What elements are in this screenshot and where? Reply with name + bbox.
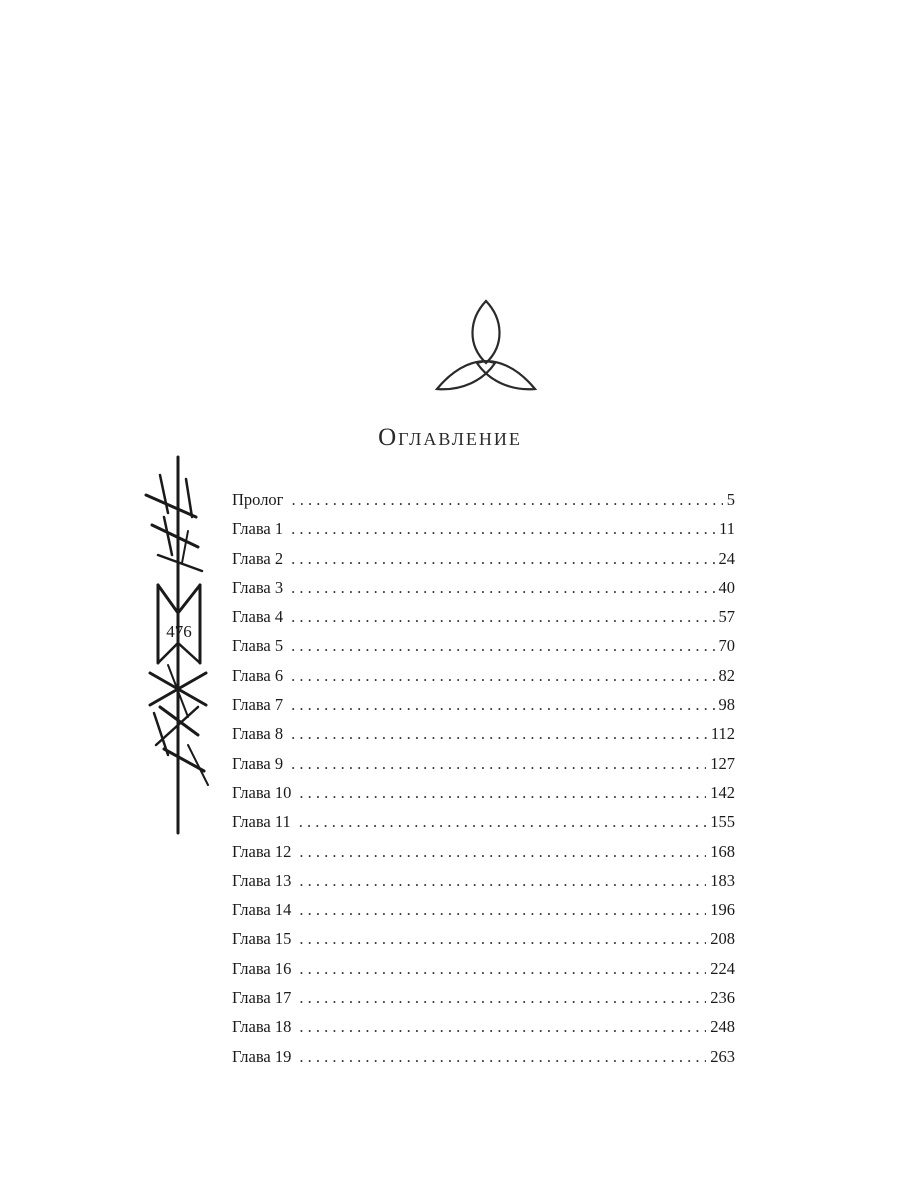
- toc-entry-title: Глава 8: [232, 724, 284, 744]
- toc-entry-page: 5: [726, 490, 735, 509]
- toc-entry-title: Глава 6: [232, 665, 284, 685]
- toc-leader-dots: [299, 837, 706, 866]
- toc-leader-dots: [299, 1042, 706, 1071]
- toc-entry-title: Глава 1: [232, 519, 284, 539]
- toc-entry: [232, 1042, 735, 1071]
- toc-entry: [232, 837, 735, 866]
- toc-entry-page: 82: [718, 665, 735, 685]
- toc-leader-dots: [299, 807, 706, 836]
- toc-entry-page: 70: [718, 636, 735, 656]
- toc-entry-page: 40: [718, 577, 735, 597]
- toc-leader-dots: [291, 485, 722, 514]
- triquetra-icon: [433, 297, 539, 393]
- toc-entry-title: Глава 17: [232, 988, 292, 1008]
- toc-leader-dots: [299, 983, 706, 1012]
- toc-entry: [232, 1012, 735, 1041]
- page-number: 476: [166, 622, 192, 641]
- toc-leader-dots: [291, 573, 714, 602]
- toc-entry-title: Глава 15: [232, 929, 292, 949]
- toc-leader-dots: [299, 778, 706, 807]
- toc-entry-page: 11: [719, 519, 735, 539]
- toc-entry-page: 112: [710, 724, 735, 744]
- toc-entry-page: 142: [710, 782, 735, 802]
- toc-entry-page: 155: [710, 812, 735, 832]
- toc-entry-title: Глава 2: [232, 548, 284, 568]
- toc-leader-dots: [291, 602, 714, 631]
- toc-leader-dots: [291, 661, 714, 690]
- toc-entry-title: Глава 9: [232, 753, 284, 773]
- toc-leader-dots: [299, 1012, 706, 1041]
- toc-entry-title: Глава 12: [232, 841, 292, 861]
- toc-leader-dots: [291, 631, 714, 660]
- toc-entry-page: 196: [710, 900, 735, 920]
- toc-entry-title: Глава 13: [232, 870, 292, 890]
- toc-entry-page: 183: [710, 870, 735, 890]
- toc-leader-dots: [291, 749, 706, 778]
- toc-entry-page: 248: [710, 1017, 735, 1037]
- toc-entry-page: 168: [710, 841, 735, 861]
- toc-entry-page: 98: [718, 695, 735, 715]
- toc-entry-title: Глава 11: [232, 812, 291, 832]
- toc-entry-title: Глава 5: [232, 636, 284, 656]
- toc-entry: [232, 954, 735, 983]
- toc-entry-page: 57: [718, 607, 735, 627]
- toc-entry-title: Глава 16: [232, 958, 292, 978]
- toc-entry-page: 127: [710, 753, 735, 773]
- toc-entry: [232, 514, 735, 543]
- table-of-contents: [232, 485, 735, 1071]
- toc-entry: [232, 807, 735, 836]
- toc-entry: [232, 778, 735, 807]
- toc-entry: [232, 866, 735, 895]
- toc-entry: [232, 661, 735, 690]
- toc-entry: [232, 631, 735, 660]
- toc-entry-page: 263: [710, 1046, 735, 1066]
- toc-leader-dots: [299, 924, 706, 953]
- toc-leader-dots: [299, 954, 706, 983]
- toc-entry-title: Глава 7: [232, 695, 284, 715]
- toc-entry-page: 224: [710, 958, 735, 978]
- toc-entry-page: 236: [710, 988, 735, 1008]
- toc-entry: [232, 573, 735, 602]
- toc-entry: [232, 602, 735, 631]
- toc-entry: [232, 690, 735, 719]
- toc-leader-dots: [291, 544, 714, 573]
- toc-entry-title: Глава 10: [232, 782, 292, 802]
- toc-entry-title: Глава 3: [232, 577, 284, 597]
- toc-entry: [232, 485, 735, 514]
- toc-entry-title: Глава 19: [232, 1046, 292, 1066]
- toc-entry: [232, 749, 735, 778]
- toc-entry: [232, 719, 735, 748]
- toc-leader-dots: [299, 866, 706, 895]
- toc-entry-title: Глава 18: [232, 1017, 292, 1037]
- page-title: Оглавление: [378, 424, 522, 451]
- toc-entry: [232, 924, 735, 953]
- toc-leader-dots: [291, 514, 715, 543]
- toc-entry-page: 208: [710, 929, 735, 949]
- toc-entry-title: Пролог: [232, 490, 284, 509]
- toc-entry-page: 24: [718, 548, 735, 568]
- toc-leader-dots: [299, 895, 706, 924]
- toc-entry: [232, 983, 735, 1012]
- toc-entry: [232, 895, 735, 924]
- toc-entry-title: Глава 4: [232, 607, 284, 627]
- toc-entry: [232, 544, 735, 573]
- rune-stave-icon: [138, 455, 218, 835]
- toc-leader-dots: [291, 719, 707, 748]
- toc-entry-title: Глава 14: [232, 900, 292, 920]
- toc-leader-dots: [291, 690, 714, 719]
